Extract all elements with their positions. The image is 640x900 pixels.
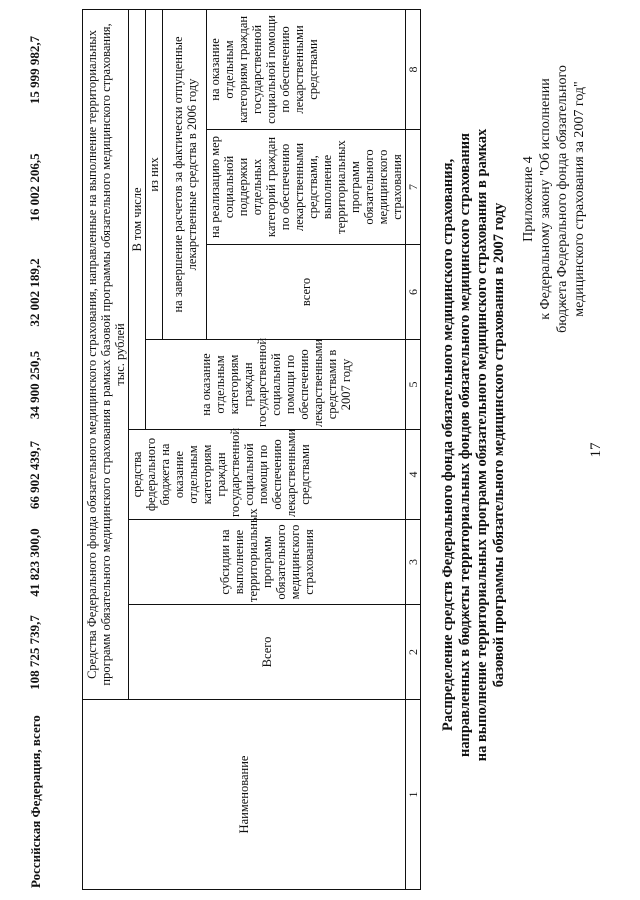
header-2006: на завершение расчетов за фактически отпущенные лекарственные средства в 2006 году — [163, 9, 207, 339]
table-body — [0, 10, 70, 890]
header-measures: на реализацию мер социальной поддержки отдельных категорий граждан по обеспечению лекарственными средствами, выполнение территориальных программ обязательного медицинского страхования — [207, 130, 406, 245]
header-federal: средства федерального бюджета на оказание отдельным категориям граждан государственной социальной помощи по обеспечению лекарственными средствами — [129, 430, 406, 520]
header-group: Средства Федерального фонда обязательного медицинского страхования, направленные на выполнение территориальных программ обязательного медицинского страхования в рамках базовой программы обязательного медицинского страхования, тыс. рублей — [83, 9, 129, 699]
column-number: 8 — [406, 9, 421, 129]
cell-2007: 34 900 250,5 — [27, 350, 42, 420]
distribution-table — [82, 9, 421, 890]
header-of-them: из них — [146, 9, 163, 339]
column-number: 6 — [406, 245, 421, 340]
table-row — [0, 10, 70, 890]
header-name: Наименование — [83, 700, 406, 890]
header-including: В том числе — [129, 9, 146, 429]
appendix-line: бюджета Федерального фонда обязательного — [555, 65, 570, 333]
column-number: 5 — [406, 340, 421, 430]
row-name: Российская Федерация, всего — [27, 715, 43, 888]
cell-measures: 16 002 206,5 — [27, 153, 42, 222]
column-number: 1 — [406, 700, 421, 890]
header-2007: на оказание отдельным категориям граждан государственной социальной помощи по обеспечению лекарственными средствами в 2007 году — [146, 340, 406, 430]
column-number: 4 — [406, 430, 421, 520]
header-total: Всего — [129, 605, 406, 700]
cell-total: 108 725 739,7 — [27, 615, 42, 690]
title-line: на выполнение территориальных программ обязательного медицинского страхования в рамках — [474, 128, 490, 762]
header-all: всего — [207, 245, 406, 340]
header-subsidy: субсидии на выполнение территориальных программ обязательного медицинского страхования — [129, 520, 406, 605]
title-line: базовой программы обязательного медицинского страхования в 2007 году — [491, 202, 507, 688]
cell-federal: 66 902 439,7 — [27, 440, 42, 510]
cell-social: 15 999 982,7 — [27, 35, 42, 105]
title-line: Распределение средств Федерального фонда обязательного медицинского страхования, — [440, 158, 456, 732]
column-number: 2 — [406, 605, 421, 700]
title-line: направленных в бюджеты территориальных фондов обязательного медицинского страхования — [457, 133, 473, 757]
appendix-reference — [520, 34, 588, 364]
appendix-line: Приложение 4 — [521, 156, 536, 242]
cell-subsidy: 41 823 300,0 — [27, 528, 42, 597]
column-number: 3 — [406, 520, 421, 605]
document-title — [440, 45, 508, 845]
column-number: 7 — [406, 130, 421, 245]
page-number: 17 — [588, 442, 604, 458]
appendix-line: к Федеральному закону "Об исполнении — [538, 78, 553, 320]
header-social: на оказание отдельным категориям граждан государственной социальной помощи по обеспечению лекарственными средствами — [207, 9, 406, 129]
cell-all: 32 002 189,2 — [27, 258, 42, 327]
appendix-line: медицинского страхования за 2007 год" — [572, 81, 587, 317]
